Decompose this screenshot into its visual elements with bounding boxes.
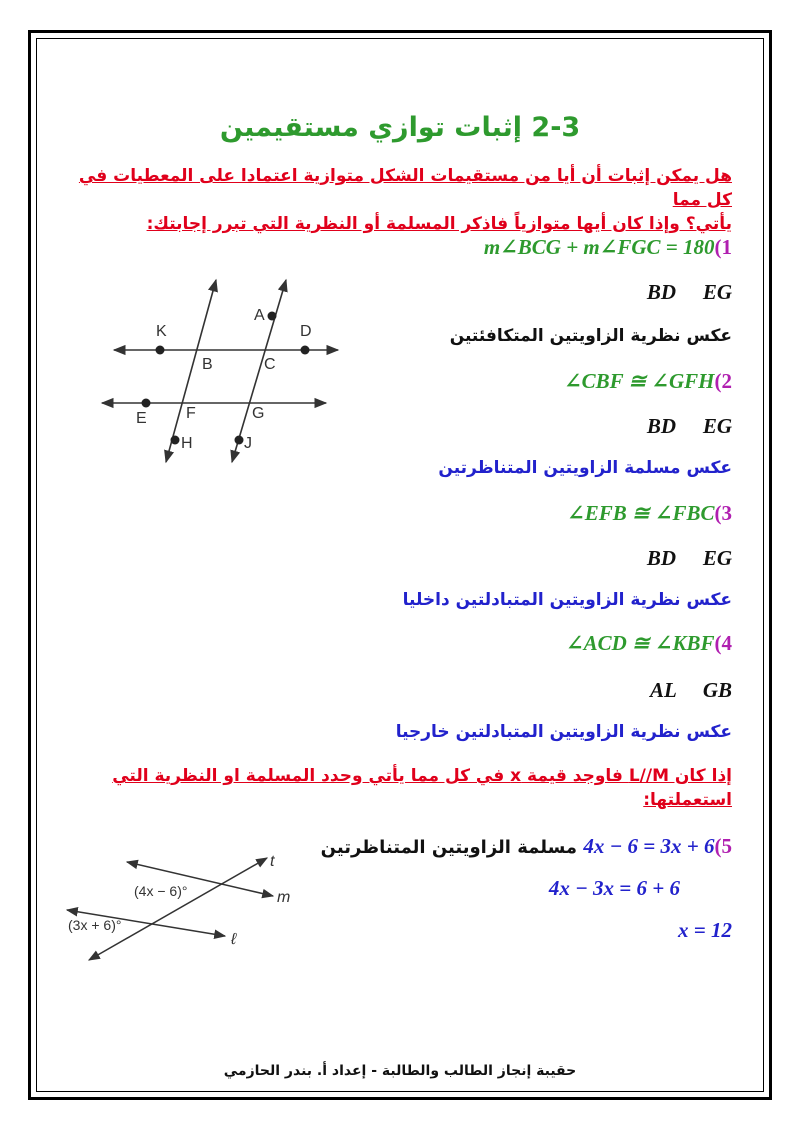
angle-top-label: (4x − 6)° [134, 883, 188, 899]
problem-4-reason: عكس نظرية الزاويتين المتبادلتين خارجيا [395, 722, 732, 742]
problem-3-given: ∠EFB ≅ ∠FBC(3 [567, 501, 732, 525]
problem-4-conclusion: AL ⃞ GB [649, 678, 732, 702]
label-d: D [300, 323, 312, 340]
label-t: t [270, 853, 275, 870]
page-title: 2-3 إثبات توازي مستقيمين [219, 112, 581, 143]
angle-bottom-label: (3x + 6)° [68, 917, 122, 933]
label-e: E [136, 410, 147, 427]
label-b: B [202, 356, 213, 373]
label-c: C [264, 356, 276, 373]
label-f: F [186, 405, 196, 422]
problem-5-line [321, 834, 732, 859]
label-k: K [156, 323, 167, 340]
problem-2-conclusion: BD ⃞ EG [646, 414, 732, 438]
problem-2-given: ∠CBF ≅ ∠GFH(2 [564, 369, 732, 393]
transversal-figure [55, 852, 305, 967]
problem-1-given: m∠BCG + m∠FGC = 180(1 [483, 235, 732, 259]
question-2-line-2: استعملتها: [643, 790, 732, 810]
question-2 [72, 764, 732, 812]
problem-5-answer: x = 12 [678, 918, 732, 942]
question-1-line-2: يأتي؟ وإذا كان أيها متوازياً فاذكر المسلمة أو النظرية التي تبرر إجابتك: [146, 214, 732, 234]
label-g: G [252, 405, 265, 422]
question-1-line-1: هل يمكن إثبات أن أيا من مستقيمات الشكل متوازية اعتمادا على المعطيات في كل مما [78, 166, 732, 210]
label-j: J [244, 435, 252, 452]
label-h: H [181, 435, 193, 452]
problem-4-given: ∠ACD ≅ ∠KBF(4 [566, 631, 732, 655]
parallel-lines-figure [100, 270, 350, 480]
problem-2-reason: عكس مسلمة الزاويتين المتناظرتين [438, 458, 732, 478]
label-m: m [277, 889, 291, 906]
label-a: A [254, 307, 265, 324]
question-1 [72, 164, 732, 236]
problem-5-step: 4x − 3x = 6 + 6 [548, 876, 680, 900]
problem-1-reason: عكس نظرية الزاويتين المتكافئتين [449, 326, 732, 346]
footer: حقيبة إنجاز الطالب والطالبة - إعداد أ. بندر الحازمي [223, 1063, 577, 1079]
problem-3-reason: عكس نظرية الزاويتين المتبادلتين داخليا [402, 590, 732, 610]
problem-1-conclusion: BD ⃞ EG [646, 280, 732, 304]
problem-3-conclusion: BD ⃞ EG [646, 546, 732, 570]
label-l: ℓ [231, 931, 237, 948]
problem-5-reason: مسلمة الزاويتين المتناظرتين [320, 837, 578, 858]
question-2-line-1: إذا كان L//M فاوجد قيمة x في كل مما يأتي وحدد المسلمة او النظرية التي [112, 766, 732, 786]
problem-5-number: (5 [714, 834, 732, 858]
problem-5-equation: 4x − 6 = 3x + 6 [583, 834, 715, 858]
